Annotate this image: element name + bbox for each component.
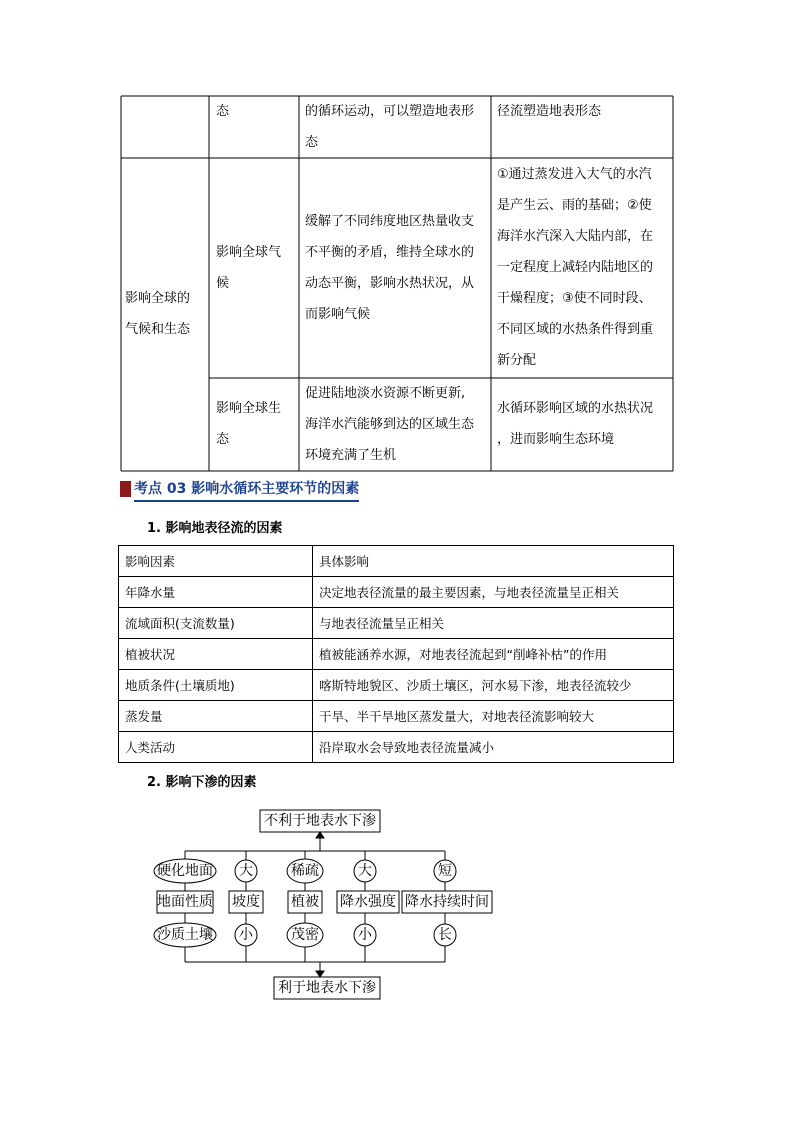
node-mid-label: 坡度 (232, 894, 260, 910)
climate-ecology-table (0, 0, 794, 480)
subheading-runoff: 1. 影响地表径流的因素 (147, 521, 283, 536)
effect-cell: 沿岸取水会导致地表径流量减小 (313, 732, 674, 763)
factor-cell: 植被状况 (119, 639, 313, 670)
node-bottom-label: 小 (239, 927, 253, 943)
factor-cell: 年降水量 (119, 577, 313, 608)
heading-marker (120, 481, 131, 497)
row-top-col2: 态 (216, 104, 230, 119)
table-row (119, 608, 674, 639)
table-row (119, 701, 674, 732)
text-line: 影响全球气 (216, 245, 282, 260)
text-line: 态 (305, 135, 319, 150)
table-row (119, 670, 674, 701)
node-mid-label: 植被 (291, 894, 319, 910)
text-line: 的循环运动，可以塑造地表形 (305, 104, 475, 119)
node-bottom-label: 沙质土壤 (157, 927, 213, 943)
text-line: 是产生云、雨的基础；②使 (497, 198, 652, 213)
node-top-label: 大 (239, 863, 253, 879)
climate-description (305, 206, 474, 330)
text-line: 不同区域的水热条件得到重 (497, 322, 654, 337)
row-top-col3 (305, 96, 474, 158)
infiltration-diagram (150, 805, 500, 1000)
factor-cell: 流域面积(支流数量) (119, 608, 313, 639)
factor-cell: 地质条件(土壤质地) (119, 670, 313, 701)
table-row (119, 577, 674, 608)
climate-detail (497, 159, 653, 376)
eco-description (305, 378, 474, 471)
node-top-label: 大 (358, 863, 372, 879)
factor-cell: 人类活动 (119, 732, 313, 763)
node-bottom-label: 茂密 (291, 927, 319, 943)
arrow-down-icon (316, 971, 324, 977)
effect-cell: 决定地表径流量的最主要因素，与地表径流量呈正相关 (313, 577, 674, 608)
effect-cell: 干旱、半干旱地区蒸发量大，对地表径流影响较大 (313, 701, 674, 732)
text-line: 影响全球生 (216, 401, 282, 416)
subheading-infiltration: 2. 影响下渗的因素 (147, 775, 257, 790)
node-mid-label: 地面性质 (157, 894, 213, 910)
text-line: 水循环影响区域的水热状况 (497, 401, 654, 416)
text-line: ①通过蒸发进入大气的水汽 (497, 167, 652, 182)
table-row (119, 639, 674, 670)
text-line: ，进而影响生态环境 (497, 432, 615, 447)
text-line: 环境充满了生机 (305, 448, 397, 463)
text-line: 态 (216, 432, 230, 447)
text-line: 促进陆地淡水资源不断更新, (305, 386, 466, 401)
bottom-box-label: 利于地表水下渗 (278, 980, 376, 996)
node-top-label: 短 (438, 863, 452, 879)
node-mid-label: 降水强度 (340, 894, 396, 910)
effect-cell: 与地表径流量呈正相关 (313, 608, 674, 639)
group-label (125, 283, 190, 345)
eco-detail (497, 393, 653, 455)
effect-cell: 植被能涵养水源，对地表径流起到“削峰补枯”的作用 (313, 639, 674, 670)
text-line: 一定程度上减轻内陆地区的 (497, 260, 654, 275)
node-bottom-label: 长 (438, 927, 452, 943)
text-line: 不平衡的矛盾，维持全球水的 (305, 245, 475, 260)
text-line: 而影响气候 (305, 307, 371, 322)
header-cell: 具体影响 (313, 546, 674, 577)
header-cell: 影响因素 (119, 546, 313, 577)
text-line: 海洋水汽深入大陆内部，在 (497, 229, 654, 244)
text-line: 影响全球的 (125, 291, 191, 306)
node-top-label: 硬化地面 (157, 863, 213, 879)
node-mid-label: 降水持续时间 (405, 894, 489, 910)
text-line: 新分配 (497, 353, 537, 368)
text-line: 气候和生态 (125, 322, 191, 337)
table-header-row (119, 546, 674, 577)
section-heading (120, 478, 390, 500)
arrow-up-icon (316, 832, 324, 838)
table-row (119, 732, 674, 763)
top-box-label: 不利于地表水下渗 (264, 813, 376, 829)
eco-label (216, 393, 281, 455)
effect-cell: 喀斯特地貌区、沙质土壤区，河水易下渗，地表径流较少 (313, 670, 674, 701)
row-top-col4: 径流塑造地表形态 (497, 104, 602, 119)
text-line: 干燥程度；③使不同时段、 (497, 291, 652, 306)
text-line: 候 (216, 276, 230, 291)
node-top-label: 稀疏 (291, 863, 319, 879)
climate-label (216, 237, 281, 299)
text-line: 动态平衡，影响水热状况，从 (305, 276, 475, 291)
node-bottom-label: 小 (358, 927, 372, 943)
text-line: 海洋水汽能够到达的区域生态 (305, 417, 475, 432)
text-line: 缓解了不同纬度地区热量收支 (305, 214, 475, 229)
section-heading-text: 考点 03 影响水循环主要环节的因素 (134, 478, 359, 502)
runoff-factors-table (118, 545, 674, 763)
factor-cell: 蒸发量 (119, 701, 313, 732)
